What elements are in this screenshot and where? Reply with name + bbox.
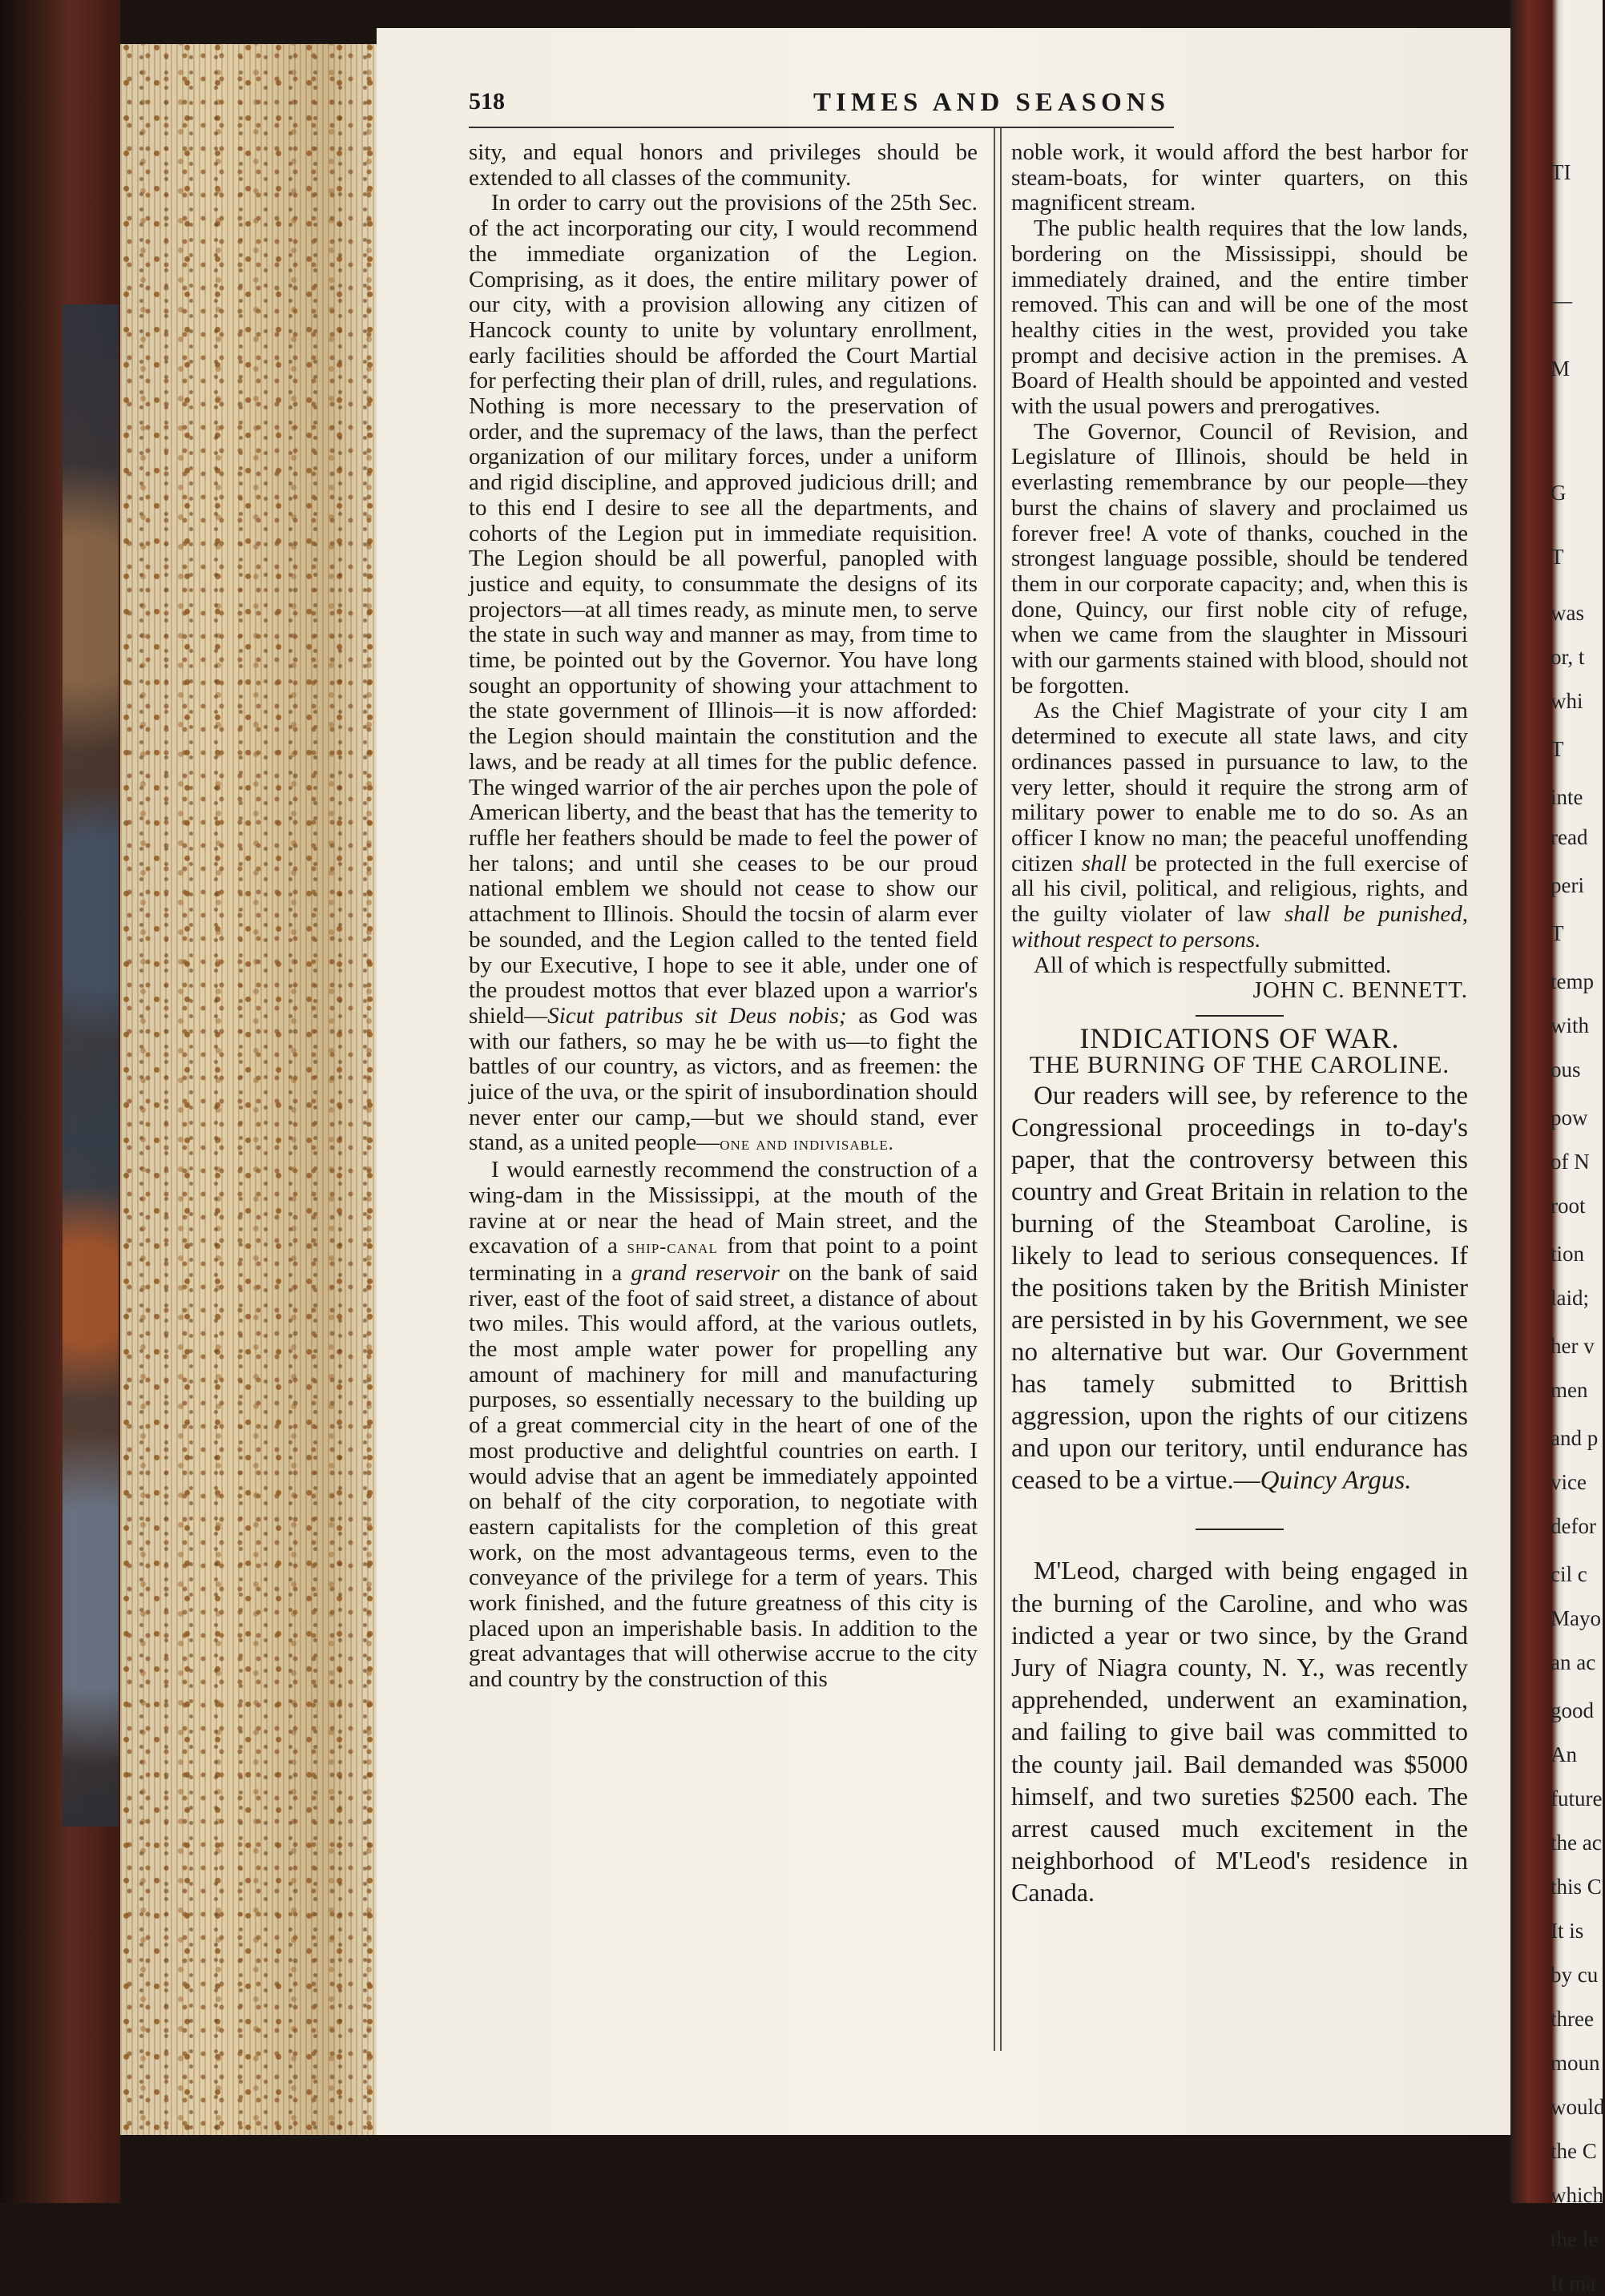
adjacent-page-fragment: which <box>1551 2183 1603 2207</box>
adjacent-page-fragment: men <box>1551 1378 1588 1402</box>
adjacent-page-fragments <box>1551 152 1605 2295</box>
page-edges-foxed <box>120 44 377 2135</box>
small-caps-text: ship-canal <box>627 1237 718 1259</box>
header-rule <box>469 127 1174 128</box>
adjacent-page-fragment: whi <box>1551 689 1583 713</box>
paragraph: noble work, it would afford the best harbor for steam-boats, for winter quarters, on this magnificent stream. <box>1011 139 1468 216</box>
section-divider <box>1196 1015 1284 1017</box>
marbled-endpaper <box>63 304 119 1827</box>
adjacent-page-fragment: T <box>1551 737 1564 761</box>
adjacent-page-fragment: an ac <box>1551 1650 1596 1674</box>
adjacent-page-fragment: by cu <box>1551 1963 1599 1987</box>
article-subheading: THE BURNING OF THE CAROLINE. <box>1029 1049 1450 1078</box>
adjacent-page-fragment: Mayo <box>1551 1606 1601 1630</box>
paragraph: M'Leod, charged with being engaged in the burning of the Caroline, and who was indicted a year or two since, by the Grand Jury of Niagra county, N. Y., was recently apprehended, underwent an examination, and failing to give bail was committed to the county jail. Bail demanded was $5000 himself, and two sureties $2500 each. The arrest caused much excitement in the neighborhood of M'Leod's residence in Canada. <box>1011 1556 1468 1907</box>
page-header <box>469 88 1174 127</box>
adjacent-page-fragment: read <box>1551 825 1588 849</box>
adjacent-page-fragment: moun <box>1551 2051 1600 2075</box>
adjacent-page-fragment: was <box>1551 601 1584 625</box>
adjacent-page-fragment: peri <box>1551 873 1584 897</box>
text-run: Our readers will see, by reference to the Congressional proceedings in to-day's paper, that the controversy between this country and Great Britain in relation to the burning of the Steamboat Caroline, is likely to lead to serious consequences. If the positions taken by the British Minister are persisted in by his Government, we see no alternative but war. Our Government has tamely submitted to Brittish aggression, upon the rights of our citizens and upon our teritory, until endurance has ceased to be a virtue.— <box>1011 1082 1468 1496</box>
paragraph: The Governor, Council of Revision, and Legislature of Illinois, should be held in everlasting remembrance by our people—they burst the chains of slavery and proclaimed us forever free! A vote of thanks, couched in the strongest language possible, should be tendered them in our corporate capacity; and, when this is done, Quincy, our first noble city of refuge, when we came from the slaughter in Missouri with our garments stained with blood, should not be forgotten. <box>1011 418 1468 699</box>
text-run: In order to carry out the provisions of the 25th Sec. of the act incorporating our city, I would recommend the immediate organization of the Legion. Comprising, as it does, the entire military power of our city, with a provision allowing any citizen of Hancock county to unite by voluntary enrollment, early facilities should be afforded the Court Martial for perfecting their plan of drill, rules, and regulations. Nothing is more necessary to the preservation of order, and the supremacy of the laws, than the perfect organization of our military forces, under a uniform and rigid discipline, and approved judicious drill; and to this end I desire to see all the departments, and cohorts of the Legion put in immediate requisition. The Legion should be all powerful, panopled with justice and equity, to consummate the designs of its projectors—at all times ready, as minute men, to serve the state in such way and manner as may, from time to time, be pointed out by the Governor. You have long sought an opportunity of showing your attachment to the state government of Illinois—it is now afforded: the Legion should maintain the constitution and the laws, and be ready at all times for the public defence. The winged warrior of the air perches upon the pole of American liberty, and the beast that has the temerity to ruffle her feathers should be made to feel the power of her talons; and until she ceases to be our proud national emblem we should not cease to show our attachment to Illinois. Should the tocsin of alarm ever be sounded, and the Legion called to the tented field by our Executive, I hope to see it able, under one of the proudest mottos that ever blazed upon a warrior's shield— <box>469 190 978 1029</box>
adjacent-page-fragment: laid; <box>1551 1286 1589 1310</box>
adjacent-page-fragment: inte <box>1551 785 1583 809</box>
section-divider <box>1196 1529 1284 1530</box>
paragraph <box>1011 699 1468 953</box>
adjacent-page-fragment: the ac <box>1551 1831 1602 1855</box>
foxing-spots <box>120 44 377 2135</box>
adjacent-page-fragment: three <box>1551 2007 1594 2031</box>
adjacent-page-fragment: It ma <box>1551 2271 1596 2295</box>
article-body <box>1011 1080 1468 1496</box>
text-run: on the bank of said river, east of the foot of said street, a distance of about two miles. This would afford, at the various outlets, the most ample water power for propelling any amount of machinery for mill and manufacturing purposes, so essentially necessary to the building up of a great commercial city in the heart of one of the most productive and delightful countries on earth. I would advise that an agent be immediately appointed on behalf of the city corporation, to negotiate with eastern capitalists for the completion of this great work, on the most advantageous terms, even to the conveyance of the privilege for a term of years. This work finished, and the future greatness of this city is placed upon an imperishable basis. In addition to the great advantages that will otherwise accrue to the city and country by the construction of this <box>469 1259 978 1693</box>
adjacent-page-fragment: It is <box>1551 1919 1584 1943</box>
adjacent-page-fragment: her v <box>1551 1334 1595 1358</box>
paragraph <box>469 191 978 1158</box>
text-run: be protected in the full exercise of all his civil, political, and religious, rights, and the guilty violater of law <box>1011 850 1468 928</box>
adjacent-page-fragment: good <box>1551 1698 1594 1722</box>
adjacent-page-fragment: T <box>1551 921 1564 945</box>
adjacent-page-fragment: future <box>1551 1786 1603 1811</box>
adjacent-page-fragment: An <box>1551 1742 1577 1766</box>
adjacent-page-fragment: vice <box>1551 1470 1587 1494</box>
text-run: As the Chief Magistrate of your city I am determined to execute all state laws, and city ordinances passed in pursuance to law, to the very letter, should it require the strong arm of military power to enable me to do so. As an officer I know no man; the peaceful unoffending citizen <box>1011 698 1468 876</box>
adjacent-page-fragment: ous <box>1551 1057 1581 1082</box>
signature: JOHN C. BENNETT. <box>1252 977 1468 1004</box>
adjacent-page-fragment: tion <box>1551 1242 1585 1266</box>
text-run: as God was with our fathers, so may he be with us—to fight the battles of our country, as victors, and as freemen: the juice of the uva, or the spirit of insubordination should never enter our camp,—but we should stand, ever stand, as a united people— <box>469 1002 978 1156</box>
running-title: TIMES AND SEASONS <box>813 88 1170 117</box>
adjacent-page-fragment: this C <box>1551 1875 1602 1899</box>
adjacent-page-fragment: pow <box>1551 1106 1588 1130</box>
paragraph: All of which is respectfully submitted. <box>1034 952 1392 978</box>
text-run: I would earnestly recommend the construction of a wing-dam in the Mississippi, at the mouth of the ravine at or near the head of Main street, and the excavation of a <box>469 1157 978 1259</box>
paragraph: The public health requires that the low lands, bordering on the Mississippi, should be immediately drained, and the entire timber removed. This can and will be one of the most healthy cities in the west, provided you take prompt and decisive action in the premises. A Board of Health should be appointed and vested with the usual powers and prerogatives. <box>1011 216 1468 420</box>
adjacent-page-fragment: would <box>1551 2095 1605 2119</box>
paragraph <box>469 1158 978 1693</box>
adjacent-page-fragment: or, t <box>1551 645 1585 669</box>
page-number: 518 <box>469 88 505 115</box>
italic-text: shall be punished, without respect to persons. <box>1011 901 1468 953</box>
article-heading: INDICATIONS OF WAR. <box>1079 1021 1400 1054</box>
column-rule <box>1000 128 1002 2051</box>
adjacent-page-fragment: defor <box>1551 1514 1596 1538</box>
adjacent-page-fragment: the le <box>1551 2227 1599 2251</box>
adjacent-page-fragment: G <box>1551 481 1567 505</box>
adjacent-page-fragment: T <box>1551 545 1564 569</box>
adjacent-page-fragment: of N <box>1551 1150 1590 1174</box>
text-run: from that point to a point terminating in a <box>469 1233 978 1286</box>
paragraph <box>1011 1080 1468 1496</box>
adjacent-page-fragment: cil c <box>1551 1562 1587 1586</box>
italic-text: grand reservoir <box>631 1259 780 1286</box>
column-rule <box>994 128 995 2051</box>
adjacent-page-fragment: TI <box>1551 160 1571 184</box>
adjacent-page-fragment: — <box>1551 288 1572 312</box>
adjacent-page-fragment: and p <box>1551 1426 1599 1450</box>
small-caps-text: one and indivisable. <box>720 1134 894 1155</box>
adjacent-page-fragment: with <box>1551 1013 1590 1037</box>
article-body <box>1011 1554 1468 1908</box>
left-column <box>469 140 978 1693</box>
latin-motto: Sicut patribus sit Deus nobis; <box>547 1002 847 1029</box>
adjacent-page-fragment: the C <box>1551 2139 1597 2163</box>
right-column <box>1011 140 1468 1909</box>
adjacent-page-fragment: M <box>1551 356 1571 381</box>
italic-text: shall <box>1081 850 1127 876</box>
source-attribution: Quincy Argus. <box>1260 1466 1412 1496</box>
adjacent-page-fragment: temp <box>1551 969 1594 993</box>
paragraph: sity, and equal honors and privileges should be extended to all classes of the community. <box>469 139 978 191</box>
adjacent-page-fragment: root <box>1551 1194 1586 1218</box>
